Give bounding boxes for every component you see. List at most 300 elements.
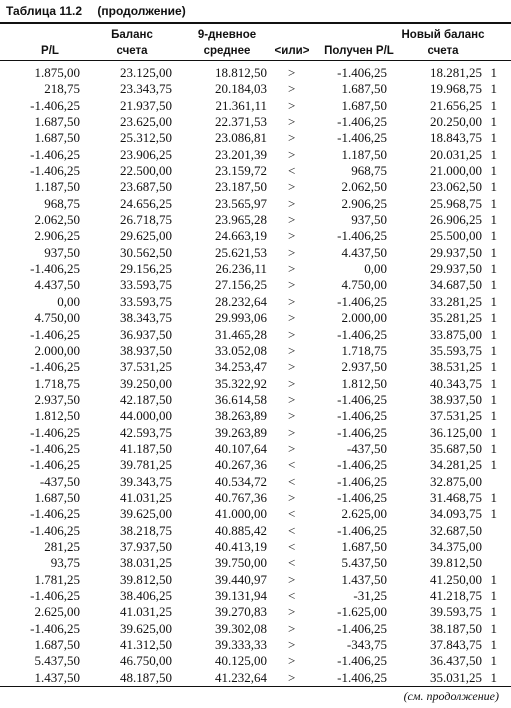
table-row bbox=[0, 294, 511, 310]
cell-balance: 46.750,00 bbox=[120, 653, 172, 669]
cell-comparison: > bbox=[288, 571, 296, 587]
cell-pl: -1.406,25 bbox=[30, 146, 80, 162]
cell-pl: -1.406,25 bbox=[30, 359, 80, 375]
cell-new-balance: 37.843,75 bbox=[430, 637, 482, 653]
table-row bbox=[0, 621, 511, 637]
cell-marker: 1 bbox=[490, 653, 497, 669]
header-rule bbox=[0, 60, 511, 61]
cell-pl: 2.062,50 bbox=[34, 212, 80, 228]
cell-balance: 42.593,75 bbox=[120, 424, 172, 440]
cell-pl: 1.718,75 bbox=[34, 375, 80, 391]
cell-balance: 36.937,50 bbox=[120, 326, 172, 342]
cell-received-pl: -1.406,25 bbox=[337, 391, 387, 407]
cell-marker: 1 bbox=[490, 391, 497, 407]
cell-balance: 30.562,50 bbox=[120, 244, 172, 260]
cell-balance: 39.625,00 bbox=[120, 620, 172, 636]
cell-pl: -1.406,25 bbox=[30, 620, 80, 636]
cell-balance: 24.656,25 bbox=[120, 195, 172, 211]
cell-moving-average: 40.767,36 bbox=[215, 489, 267, 505]
table-row bbox=[0, 506, 511, 522]
cell-balance: 29.156,25 bbox=[120, 261, 172, 277]
cell-moving-average: 40.125,00 bbox=[215, 653, 267, 669]
table-row bbox=[0, 310, 511, 326]
table-row bbox=[0, 588, 511, 604]
cell-new-balance: 19.968,75 bbox=[430, 81, 482, 97]
cell-moving-average: 22.371,53 bbox=[215, 114, 267, 130]
cell-marker: 1 bbox=[490, 244, 497, 260]
table-row bbox=[0, 425, 511, 441]
cell-moving-average: 40.413,19 bbox=[215, 538, 267, 554]
cell-new-balance: 35.687,50 bbox=[430, 440, 482, 456]
cell-new-balance: 26.906,25 bbox=[430, 212, 482, 228]
cell-balance: 25.312,50 bbox=[120, 130, 172, 146]
cell-comparison: > bbox=[288, 130, 296, 146]
cell-pl: 93,75 bbox=[50, 555, 80, 571]
cell-balance: 41.031,25 bbox=[120, 604, 172, 620]
cell-comparison: > bbox=[288, 212, 296, 228]
header-received-pl: Получен P/L bbox=[324, 45, 394, 57]
cell-pl: 1.437,50 bbox=[34, 669, 80, 685]
cell-new-balance: 29.937,50 bbox=[430, 261, 482, 277]
cell-balance: 23.625,00 bbox=[120, 114, 172, 130]
cell-moving-average: 21.361,11 bbox=[215, 97, 267, 113]
cell-moving-average: 35.322,92 bbox=[215, 375, 267, 391]
cell-marker: 1 bbox=[490, 588, 497, 603]
cell-pl: -1.406,25 bbox=[30, 522, 80, 538]
cell-pl: 1.687,50 bbox=[34, 114, 80, 130]
cell-received-pl: 1.187,50 bbox=[341, 146, 387, 162]
cell-new-balance: 41.218,75 bbox=[430, 588, 482, 603]
cell-received-pl: -1.406,25 bbox=[337, 293, 387, 309]
cell-marker: 1 bbox=[490, 326, 497, 342]
cell-balance: 22.500,00 bbox=[120, 163, 172, 179]
table-row bbox=[0, 408, 511, 424]
cell-received-pl: 4.437,50 bbox=[341, 244, 387, 260]
table-row bbox=[0, 539, 511, 555]
cell-pl: -437,50 bbox=[39, 473, 80, 489]
cell-moving-average: 39.440,97 bbox=[215, 571, 267, 587]
cell-comparison: > bbox=[288, 342, 296, 358]
cell-comparison: > bbox=[288, 326, 296, 342]
cell-new-balance: 21.000,00 bbox=[430, 163, 482, 179]
cell-balance: 39.781,25 bbox=[120, 457, 172, 473]
cell-comparison: > bbox=[288, 293, 296, 309]
cell-moving-average: 29.993,06 bbox=[215, 310, 267, 326]
cell-balance: 29.625,00 bbox=[120, 228, 172, 244]
cell-new-balance: 39.812,50 bbox=[430, 555, 482, 571]
cell-received-pl: -1.406,25 bbox=[337, 424, 387, 440]
table-row bbox=[0, 81, 511, 97]
cell-balance: 42.187,50 bbox=[120, 391, 172, 407]
cell-marker: 1 bbox=[490, 163, 497, 179]
cell-marker: 1 bbox=[490, 277, 497, 293]
cell-balance: 41.312,50 bbox=[120, 637, 172, 653]
cell-new-balance: 21.656,25 bbox=[430, 97, 482, 113]
cell-received-pl: -1.406,25 bbox=[337, 489, 387, 505]
cell-pl: 968,75 bbox=[44, 195, 80, 211]
cell-new-balance: 20.031,25 bbox=[430, 146, 482, 162]
cell-moving-average: 39.263,89 bbox=[215, 424, 267, 440]
cell-balance: 26.718,75 bbox=[120, 212, 172, 228]
table-row bbox=[0, 572, 511, 588]
cell-new-balance: 25.500,00 bbox=[430, 228, 482, 244]
table-row bbox=[0, 65, 511, 81]
cell-balance: 33.593,75 bbox=[120, 277, 172, 293]
cell-pl: 1.687,50 bbox=[34, 637, 80, 653]
cell-pl: -1.406,25 bbox=[30, 163, 80, 179]
top-rule bbox=[0, 22, 511, 24]
cell-balance: 39.812,50 bbox=[120, 571, 172, 587]
cell-received-pl: 2.937,50 bbox=[341, 359, 387, 375]
cell-marker: 1 bbox=[490, 114, 497, 130]
cell-balance: 23.906,25 bbox=[120, 146, 172, 162]
cell-moving-average: 24.663,19 bbox=[215, 228, 267, 244]
cell-balance: 37.531,25 bbox=[120, 359, 172, 375]
cell-received-pl: -1.406,25 bbox=[337, 457, 387, 473]
cell-new-balance: 32.687,50 bbox=[430, 522, 482, 538]
cell-marker: 1 bbox=[490, 342, 497, 358]
cell-balance: 39.343,75 bbox=[120, 473, 172, 489]
cell-moving-average: 26.236,11 bbox=[215, 261, 267, 277]
cell-received-pl: -1.406,25 bbox=[337, 653, 387, 669]
cell-new-balance: 18.281,25 bbox=[430, 65, 482, 80]
table-row bbox=[0, 179, 511, 195]
cell-marker: 1 bbox=[490, 146, 497, 162]
cell-new-balance: 36.437,50 bbox=[430, 653, 482, 669]
cell-received-pl: 1.687,50 bbox=[341, 97, 387, 113]
cell-balance: 38.218,75 bbox=[120, 522, 172, 538]
cell-new-balance: 34.687,50 bbox=[430, 277, 482, 293]
cell-pl: 2.625,00 bbox=[34, 604, 80, 620]
cell-marker: 1 bbox=[490, 261, 497, 277]
cell-moving-average: 23.201,39 bbox=[215, 146, 267, 162]
table-row bbox=[0, 114, 511, 130]
cell-moving-average: 41.232,64 bbox=[215, 669, 267, 685]
cell-balance: 21.937,50 bbox=[120, 97, 172, 113]
cell-marker: 1 bbox=[490, 637, 497, 653]
header-or: <или> bbox=[274, 45, 310, 57]
cell-pl: 2.000,00 bbox=[34, 342, 80, 358]
cell-comparison: > bbox=[288, 637, 296, 653]
table-row bbox=[0, 130, 511, 146]
cell-moving-average: 39.302,08 bbox=[215, 620, 267, 636]
table-row bbox=[0, 98, 511, 114]
cell-received-pl: 1.687,50 bbox=[341, 538, 387, 554]
cell-comparison: < bbox=[288, 555, 296, 571]
cell-comparison: > bbox=[288, 81, 296, 97]
cell-new-balance: 23.062,50 bbox=[430, 179, 482, 195]
cell-moving-average: 40.885,42 bbox=[215, 522, 267, 538]
cell-received-pl: 4.750,00 bbox=[341, 277, 387, 293]
cell-moving-average: 40.267,36 bbox=[215, 457, 267, 473]
cell-comparison: < bbox=[288, 457, 296, 473]
cell-pl: -1.406,25 bbox=[30, 440, 80, 456]
cell-moving-average: 39.333,33 bbox=[215, 637, 267, 653]
cell-marker: 1 bbox=[490, 293, 497, 309]
cell-marker: 1 bbox=[490, 212, 497, 228]
cell-received-pl: -343,75 bbox=[346, 637, 387, 653]
cell-pl: -1.406,25 bbox=[30, 457, 80, 473]
cell-new-balance: 33.875,00 bbox=[430, 326, 482, 342]
cell-received-pl: -1.406,25 bbox=[337, 130, 387, 146]
cell-moving-average: 23.565,97 bbox=[215, 195, 267, 211]
cell-new-balance: 34.281,25 bbox=[430, 457, 482, 473]
cell-balance: 23.125,00 bbox=[120, 65, 172, 80]
cell-balance: 41.187,50 bbox=[120, 440, 172, 456]
cell-new-balance: 38.531,25 bbox=[430, 359, 482, 375]
cell-comparison: < bbox=[288, 163, 296, 179]
cell-balance: 23.343,75 bbox=[120, 81, 172, 97]
cell-pl: 1.687,50 bbox=[34, 489, 80, 505]
cell-received-pl: 968,75 bbox=[351, 163, 387, 179]
cell-received-pl: 2.625,00 bbox=[341, 506, 387, 522]
cell-balance: 37.937,50 bbox=[120, 538, 172, 554]
cell-comparison: > bbox=[288, 489, 296, 505]
cell-comparison: > bbox=[288, 620, 296, 636]
cell-new-balance: 34.375,00 bbox=[430, 538, 482, 554]
cell-comparison: < bbox=[288, 506, 296, 522]
table-row bbox=[0, 490, 511, 506]
table-row bbox=[0, 604, 511, 620]
cell-moving-average: 38.263,89 bbox=[215, 408, 267, 424]
cell-received-pl: -1.406,25 bbox=[337, 326, 387, 342]
cell-received-pl: -1.406,25 bbox=[337, 620, 387, 636]
cell-moving-average: 39.131,94 bbox=[215, 588, 267, 603]
cell-marker: 1 bbox=[490, 81, 497, 97]
table-row bbox=[0, 441, 511, 457]
cell-marker: 1 bbox=[490, 424, 497, 440]
cell-pl: -1.406,25 bbox=[30, 588, 80, 603]
table-continued-note: (продолжение) bbox=[97, 4, 186, 18]
cell-pl: 1.812,50 bbox=[34, 408, 80, 424]
cell-comparison: > bbox=[288, 310, 296, 326]
cell-new-balance: 41.250,00 bbox=[430, 571, 482, 587]
table-row bbox=[0, 163, 511, 179]
cell-marker: 1 bbox=[490, 375, 497, 391]
cell-comparison: > bbox=[288, 440, 296, 456]
cell-comparison: > bbox=[288, 65, 296, 80]
cell-new-balance: 32.875,00 bbox=[430, 473, 482, 489]
cell-moving-average: 20.184,03 bbox=[215, 81, 267, 97]
cell-received-pl: -1.625,00 bbox=[337, 604, 387, 620]
cell-moving-average: 36.614,58 bbox=[215, 391, 267, 407]
cell-balance: 38.406,25 bbox=[120, 588, 172, 603]
cell-marker: 1 bbox=[490, 604, 497, 620]
cell-marker: 1 bbox=[490, 620, 497, 636]
cell-received-pl: -1.406,25 bbox=[337, 228, 387, 244]
cell-moving-average: 40.534,72 bbox=[215, 473, 267, 489]
cell-received-pl: -1.406,25 bbox=[337, 114, 387, 130]
cell-received-pl: 937,50 bbox=[351, 212, 387, 228]
cell-received-pl: -31,25 bbox=[353, 588, 387, 603]
cell-moving-average: 33.052,08 bbox=[215, 342, 267, 358]
cell-comparison: > bbox=[288, 604, 296, 620]
header-new-balance: Новый баланс счета bbox=[401, 29, 485, 57]
cell-received-pl: -1.406,25 bbox=[337, 408, 387, 424]
cell-moving-average: 39.270,83 bbox=[215, 604, 267, 620]
cell-received-pl: 2.906,25 bbox=[341, 195, 387, 211]
cell-new-balance: 37.531,25 bbox=[430, 408, 482, 424]
cell-comparison: > bbox=[288, 669, 296, 685]
cell-balance: 39.250,00 bbox=[120, 375, 172, 391]
cell-comparison: > bbox=[288, 277, 296, 293]
cell-pl: 1.781,25 bbox=[34, 571, 80, 587]
cell-balance: 38.937,50 bbox=[120, 342, 172, 358]
cell-new-balance: 20.250,00 bbox=[430, 114, 482, 130]
cell-pl: 1.687,50 bbox=[34, 130, 80, 146]
cell-moving-average: 40.107,64 bbox=[215, 440, 267, 456]
table-row bbox=[0, 474, 511, 490]
cell-marker: 1 bbox=[490, 130, 497, 146]
cell-moving-average: 25.621,53 bbox=[215, 244, 267, 260]
cell-comparison: > bbox=[288, 375, 296, 391]
cell-received-pl: 0,00 bbox=[364, 261, 387, 277]
cell-new-balance: 35.593,75 bbox=[430, 342, 482, 358]
cell-received-pl: -437,50 bbox=[346, 440, 387, 456]
table-caption bbox=[6, 4, 186, 18]
cell-comparison: > bbox=[288, 408, 296, 424]
cell-marker: 1 bbox=[490, 179, 497, 195]
table-row bbox=[0, 523, 511, 539]
cell-comparison: > bbox=[288, 653, 296, 669]
cell-balance: 39.625,00 bbox=[120, 506, 172, 522]
cell-new-balance: 29.937,50 bbox=[430, 244, 482, 260]
cell-marker: 1 bbox=[490, 669, 497, 685]
cell-received-pl: -1.406,25 bbox=[337, 669, 387, 685]
cell-comparison: > bbox=[288, 244, 296, 260]
cell-pl: 4.437,50 bbox=[34, 277, 80, 293]
cell-received-pl: -1.406,25 bbox=[337, 522, 387, 538]
table-row bbox=[0, 277, 511, 293]
cell-marker: 1 bbox=[490, 97, 497, 113]
cell-new-balance: 25.968,75 bbox=[430, 195, 482, 211]
cell-pl: 4.750,00 bbox=[34, 310, 80, 326]
table-row bbox=[0, 212, 511, 228]
cell-balance: 41.031,25 bbox=[120, 489, 172, 505]
cell-pl: 2.906,25 bbox=[34, 228, 80, 244]
cell-marker: 1 bbox=[490, 571, 497, 587]
header-balance: Баланс счета bbox=[111, 29, 153, 57]
cell-marker: 1 bbox=[490, 359, 497, 375]
cell-comparison: < bbox=[288, 522, 296, 538]
cell-pl: -1.406,25 bbox=[30, 97, 80, 113]
table-row bbox=[0, 228, 511, 244]
cell-received-pl: -1.406,25 bbox=[337, 473, 387, 489]
table-row bbox=[0, 670, 511, 686]
cell-comparison: > bbox=[288, 261, 296, 277]
cell-comparison: < bbox=[288, 473, 296, 489]
cell-balance: 23.687,50 bbox=[120, 179, 172, 195]
cell-marker: 1 bbox=[490, 228, 497, 244]
cell-new-balance: 35.031,25 bbox=[430, 669, 482, 685]
table-row bbox=[0, 653, 511, 669]
cell-marker: 1 bbox=[490, 195, 497, 211]
cell-moving-average: 23.187,50 bbox=[215, 179, 267, 195]
cell-received-pl: 1.718,75 bbox=[341, 342, 387, 358]
cell-received-pl: -1.406,25 bbox=[337, 65, 387, 80]
cell-marker: 1 bbox=[490, 408, 497, 424]
table-row bbox=[0, 343, 511, 359]
cell-new-balance: 35.281,25 bbox=[430, 310, 482, 326]
cell-balance: 38.343,75 bbox=[120, 310, 172, 326]
table-row bbox=[0, 457, 511, 473]
cell-comparison: > bbox=[288, 114, 296, 130]
cell-moving-average: 28.232,64 bbox=[215, 293, 267, 309]
cell-moving-average: 23.159,72 bbox=[215, 163, 267, 179]
table-row bbox=[0, 637, 511, 653]
table-row bbox=[0, 376, 511, 392]
cell-balance: 33.593,75 bbox=[120, 293, 172, 309]
table-row bbox=[0, 555, 511, 571]
cell-received-pl: 2.062,50 bbox=[341, 179, 387, 195]
cell-new-balance: 38.937,50 bbox=[430, 391, 482, 407]
table-row bbox=[0, 392, 511, 408]
cell-pl: -1.406,25 bbox=[30, 506, 80, 522]
table-row bbox=[0, 359, 511, 375]
cell-moving-average: 18.812,50 bbox=[215, 65, 267, 80]
cell-new-balance: 31.468,75 bbox=[430, 489, 482, 505]
cell-moving-average: 23.965,28 bbox=[215, 212, 267, 228]
continued-footer: (см. продолжение) bbox=[403, 689, 499, 703]
cell-comparison: > bbox=[288, 179, 296, 195]
table-row bbox=[0, 245, 511, 261]
cell-pl: 1.875,00 bbox=[34, 65, 80, 80]
cell-pl: 0,00 bbox=[57, 293, 80, 309]
cell-moving-average: 34.253,47 bbox=[215, 359, 267, 375]
cell-comparison: > bbox=[288, 359, 296, 375]
cell-pl: -1.406,25 bbox=[30, 261, 80, 277]
cell-comparison: > bbox=[288, 424, 296, 440]
cell-moving-average: 27.156,25 bbox=[215, 277, 267, 293]
cell-marker: 1 bbox=[490, 310, 497, 326]
cell-comparison: > bbox=[288, 195, 296, 211]
cell-comparison: < bbox=[288, 538, 296, 554]
cell-pl: 218,75 bbox=[44, 81, 80, 97]
cell-balance: 48.187,50 bbox=[120, 669, 172, 685]
cell-new-balance: 38.187,50 bbox=[430, 620, 482, 636]
cell-moving-average: 23.086,81 bbox=[215, 130, 267, 146]
cell-new-balance: 34.093,75 bbox=[430, 506, 482, 522]
cell-marker: 1 bbox=[490, 440, 497, 456]
cell-comparison: > bbox=[288, 146, 296, 162]
cell-new-balance: 33.281,25 bbox=[430, 293, 482, 309]
cell-received-pl: 1.687,50 bbox=[341, 81, 387, 97]
cell-moving-average: 39.750,00 bbox=[215, 555, 267, 571]
cell-balance: 38.031,25 bbox=[120, 555, 172, 571]
cell-balance: 44.000,00 bbox=[120, 408, 172, 424]
cell-pl: 937,50 bbox=[44, 244, 80, 260]
cell-marker: 1 bbox=[490, 457, 497, 473]
header-pl: P/L bbox=[41, 45, 59, 57]
cell-pl: -1.406,25 bbox=[30, 424, 80, 440]
cell-new-balance: 39.593,75 bbox=[430, 604, 482, 620]
cell-received-pl: 2.000,00 bbox=[341, 310, 387, 326]
cell-marker: 1 bbox=[490, 506, 497, 522]
cell-pl: -1.406,25 bbox=[30, 326, 80, 342]
cell-new-balance: 18.843,75 bbox=[430, 130, 482, 146]
cell-marker: 1 bbox=[490, 65, 497, 80]
cell-marker: 1 bbox=[490, 489, 497, 505]
cell-received-pl: 1.437,50 bbox=[341, 571, 387, 587]
cell-comparison: > bbox=[288, 97, 296, 113]
table-row bbox=[0, 261, 511, 277]
cell-moving-average: 41.000,00 bbox=[215, 506, 267, 522]
cell-pl: 2.937,50 bbox=[34, 391, 80, 407]
header-moving-average: 9-дневное среднее bbox=[197, 29, 257, 57]
cell-pl: 281,25 bbox=[44, 538, 80, 554]
cell-comparison: < bbox=[288, 588, 296, 603]
cell-pl: 1.187,50 bbox=[34, 179, 80, 195]
